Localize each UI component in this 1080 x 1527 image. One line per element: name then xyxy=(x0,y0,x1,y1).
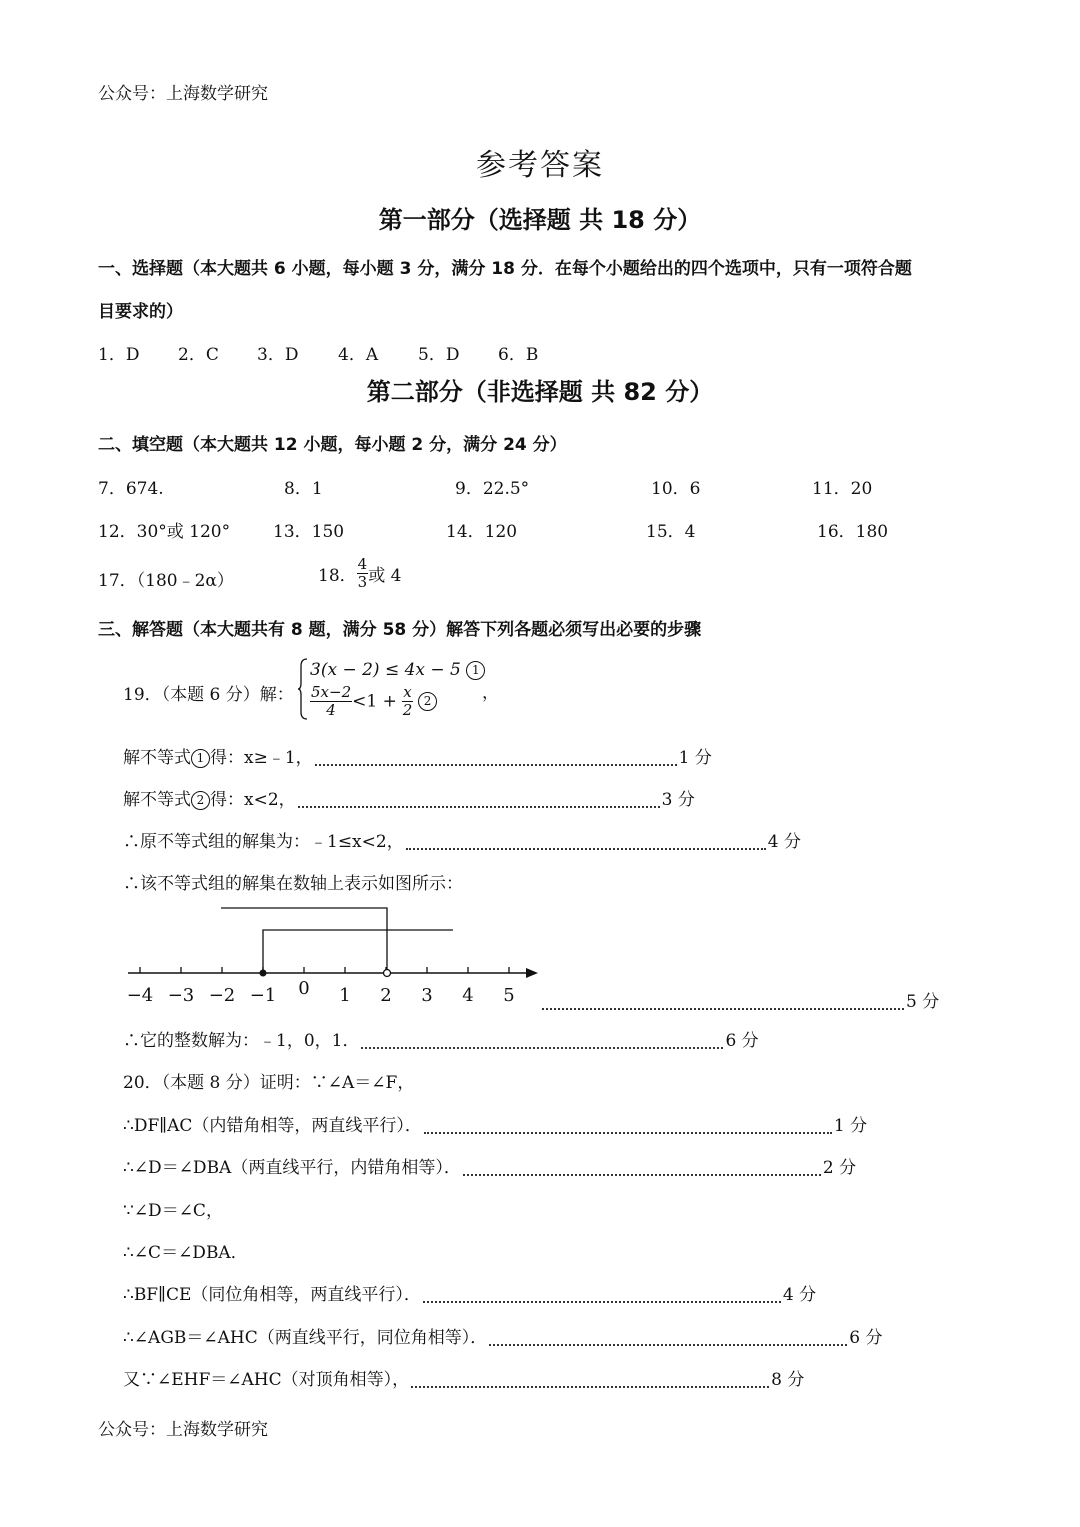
axis-tick-label: −4 xyxy=(126,985,154,1006)
closed-endpoint xyxy=(260,970,267,977)
dotted-leader xyxy=(542,996,904,1010)
q19-ineq2-numerator: 5x−2 xyxy=(311,683,352,701)
dotted-leader xyxy=(489,1332,847,1346)
q19-step1-a: 解不等式 xyxy=(123,748,191,768)
section1-line1: 一、选择题（本大题共 6 小题，每小题 3 分，满分 18 分．在每个小题给出的四个选项中，只有一项符合题 xyxy=(98,259,912,279)
q18-denominator: 3 xyxy=(357,573,368,591)
circle-mark-1: 1 xyxy=(466,661,485,680)
part2-heading: 第二部分（非选择题 共 82 分） xyxy=(366,378,714,406)
q19-step4: ∴该不等式组的解集在数轴上表示如图所示： xyxy=(123,874,463,894)
q20-line5 xyxy=(123,1280,816,1305)
q19-step1-b: 得：x≥﹣1， xyxy=(210,748,313,768)
q20-line2 xyxy=(123,1153,856,1178)
q19-step3 xyxy=(123,827,801,852)
q20-line3: ∵∠D＝∠C， xyxy=(123,1201,223,1221)
q19-step6-text: ∴它的整数解为：﹣1，0，1． xyxy=(123,1031,360,1051)
q20-line1-text: ∴DF∥AC（内错角相等，两直线平行）． xyxy=(123,1116,422,1136)
fill-answer-18 xyxy=(318,556,401,591)
section1-line2: 目要求的） xyxy=(98,302,183,322)
mc-answer-1: 1．D xyxy=(98,345,140,365)
q19-step2-a: 解不等式 xyxy=(123,790,191,810)
number-line-figure xyxy=(120,900,550,1010)
fill-answer-8: 8．1 xyxy=(284,479,323,499)
fill-answer-14: 14．120 xyxy=(446,522,518,542)
circle-mark-step2: 2 xyxy=(191,791,210,810)
q20-line2-text: ∴∠D＝∠DBA（两直线平行，内错角相等）． xyxy=(123,1158,461,1178)
q19-ineq2-frac xyxy=(310,684,352,719)
page-title: 参考答案 xyxy=(476,148,604,183)
q19-step6 xyxy=(123,1026,759,1051)
mc-answer-2: 2．C xyxy=(178,345,219,365)
part1-heading: 第一部分（选择题 共 18 分） xyxy=(378,206,702,234)
q18-numerator: 4 xyxy=(357,555,368,573)
fill-answer-11: 11．20 xyxy=(812,479,873,499)
axis-tick-label: −1 xyxy=(249,985,277,1006)
q20-line6 xyxy=(123,1323,883,1348)
q19-step2-b: 得：x<2， xyxy=(210,790,296,810)
q19-ineq2-frac2-numerator: x xyxy=(403,683,412,701)
page-footer: 公众号：上海数学研究 xyxy=(98,1420,268,1440)
score-label: 8 分 xyxy=(771,1370,805,1390)
q18-prefix: 18． xyxy=(318,566,357,586)
fill-answer-16: 16．180 xyxy=(817,522,889,542)
dotted-leader xyxy=(463,1162,821,1176)
q19-intro: 19．（本题 6 分）解： xyxy=(123,685,294,705)
score-label: 6 分 xyxy=(849,1328,883,1348)
q20-line7-text: 又∵∠EHF＝∠AHC（对顶角相等）， xyxy=(123,1370,410,1390)
q19-ineq1-text: 3(x − 2) ≤ 4x − 5 xyxy=(310,660,461,680)
q18-fraction xyxy=(357,556,369,591)
axis-tick-label: 4 xyxy=(462,985,474,1006)
q19-step2 xyxy=(123,785,695,810)
open-endpoint xyxy=(384,970,391,977)
q19-step5 xyxy=(540,987,939,1012)
axis-tick-label: 0 xyxy=(298,978,310,999)
q19-ineq2 xyxy=(310,684,437,719)
axis-tick-label: −3 xyxy=(167,985,195,1006)
axis-tick-label: 1 xyxy=(339,985,351,1006)
mc-answer-4: 4．A xyxy=(338,345,379,365)
q20-line6-text: ∴∠AGB＝∠AHC（两直线平行，同位角相等）． xyxy=(123,1328,488,1348)
fill-answer-9: 9．22.5° xyxy=(455,479,530,499)
dotted-leader xyxy=(423,1289,781,1303)
dotted-leader xyxy=(411,1374,769,1388)
q19-ineq1 xyxy=(310,660,485,680)
q18-suffix: 或 4 xyxy=(368,566,402,586)
solution-bracket-lower xyxy=(263,930,453,973)
axis-ticks xyxy=(140,967,509,973)
circle-mark-step1: 1 xyxy=(191,749,210,768)
dotted-leader xyxy=(406,836,766,850)
dotted-leader xyxy=(315,752,677,766)
score-label: 1 分 xyxy=(833,1116,868,1136)
score-label: 1 分 xyxy=(678,748,712,768)
q19-step1 xyxy=(123,743,712,768)
fill-answer-13: 13．150 xyxy=(273,522,345,542)
dotted-leader xyxy=(298,794,660,808)
q20-line5-text: ∴BF∥CE（同位角相等，两直线平行）． xyxy=(123,1285,421,1305)
mc-answer-5: 5．D xyxy=(418,345,460,365)
axis-tick-label: −2 xyxy=(208,985,236,1006)
fill-answer-15: 15．4 xyxy=(646,522,696,542)
q20-line1 xyxy=(123,1111,867,1136)
q20-line7 xyxy=(123,1365,804,1390)
score-label: 4 分 xyxy=(767,832,801,852)
q19-ineq2-frac2-denominator: 2 xyxy=(402,701,413,719)
axis-tick-labels xyxy=(127,978,515,1006)
dotted-leader xyxy=(424,1120,832,1134)
axis-tick-label: 2 xyxy=(380,985,392,1006)
axis-tick-label: 3 xyxy=(421,985,433,1006)
mc-answer-3: 3．D xyxy=(257,345,299,365)
fill-answer-7: 7．674. xyxy=(98,479,164,499)
q19-ineq2-denominator: 4 xyxy=(326,701,336,719)
left-brace xyxy=(298,658,308,718)
section3-heading: 三、解答题（本大题共有 8 题，满分 58 分）解答下列各题必须写出必要的步骤 xyxy=(98,620,702,640)
page-header: 公众号：上海数学研究 xyxy=(98,84,268,104)
section2-heading: 二、填空题（本大题共 12 小题，每小题 2 分，满分 24 分） xyxy=(98,435,567,455)
q19-comma: ， xyxy=(482,683,499,703)
solution-bracket-upper xyxy=(221,908,387,973)
fill-answer-10: 10．6 xyxy=(651,479,701,499)
mc-answer-6: 6．B xyxy=(498,345,539,365)
score-label: 2 分 xyxy=(822,1158,857,1178)
q20-line4: ∴∠C＝∠DBA． xyxy=(123,1243,248,1263)
q20-intro: 20．（本题 8 分）证明：∵∠A＝∠F， xyxy=(123,1073,415,1093)
fill-answer-17: 17．（180﹣2α） xyxy=(98,571,234,591)
score-label: 4 分 xyxy=(782,1285,817,1305)
axis-arrow xyxy=(526,968,538,978)
score-label: 3 分 xyxy=(661,790,695,810)
score-label: 5 分 xyxy=(906,992,940,1012)
q19-step3-text: ∴原不等式组的解集为：﹣1≤x<2， xyxy=(123,832,404,852)
dotted-leader xyxy=(361,1035,723,1049)
axis-tick-label: 5 xyxy=(503,985,515,1006)
q19-ineq2-mid: <1 + xyxy=(352,691,403,712)
fill-answer-12: 12．30°或 120° xyxy=(98,522,231,542)
score-label: 6 分 xyxy=(725,1031,759,1051)
circle-mark-2: 2 xyxy=(418,692,437,711)
q19-ineq2-frac2 xyxy=(402,684,412,719)
